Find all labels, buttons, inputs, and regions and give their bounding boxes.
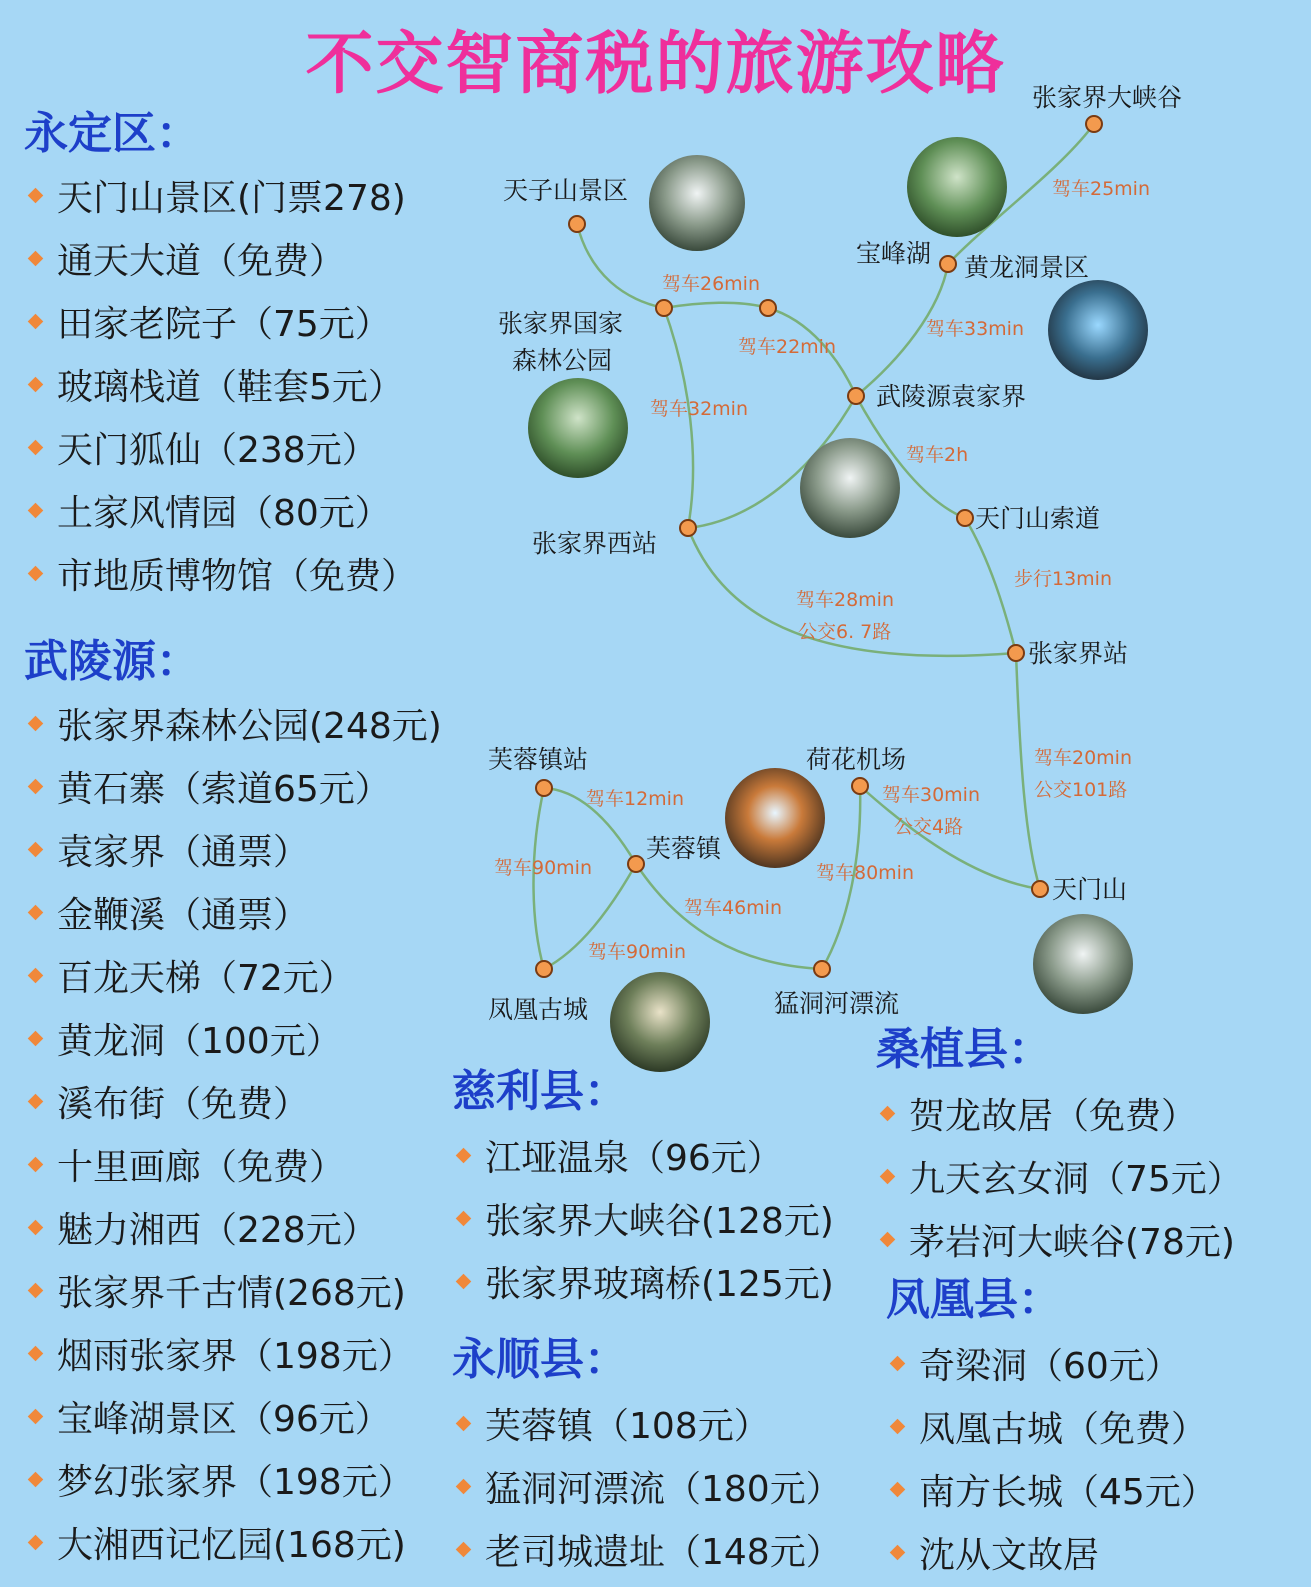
route-zjjzhan-tianmen bbox=[1016, 653, 1040, 889]
label-senlin-1: 张家界国家 bbox=[498, 309, 624, 338]
list-item: 宝峰湖景区（96元） bbox=[24, 1385, 442, 1448]
tianmen-photo bbox=[1033, 914, 1133, 1014]
edge-label: 驾车32min bbox=[650, 398, 749, 420]
list-item: 梦幻张家界（198元） bbox=[24, 1448, 442, 1511]
edge-label: 公交101路 bbox=[1034, 779, 1128, 801]
edge-labels bbox=[494, 178, 1150, 963]
page-title: 不交智商税的旅游攻略 bbox=[305, 25, 1006, 104]
list-item: 天门山景区(门票278) bbox=[24, 164, 417, 227]
list-item: 九天玄女洞（75元） bbox=[876, 1145, 1243, 1208]
edge-label: 驾车80min bbox=[816, 862, 915, 884]
route-tianzishan-senlin bbox=[577, 224, 664, 308]
tianzishan-photo bbox=[649, 155, 745, 251]
list-item: 凤凰古城（免费） bbox=[886, 1395, 1217, 1458]
edge-label: 步行13min bbox=[1014, 568, 1113, 590]
label-wulingyuan: 武陵源袁家界 bbox=[876, 382, 1027, 411]
list-item: 奇梁洞（60元） bbox=[886, 1332, 1217, 1395]
list-item: 魅力湘西（228元） bbox=[24, 1196, 442, 1259]
edge-label: 公交4路 bbox=[894, 816, 964, 838]
list-item: 贺龙故居（免费） bbox=[876, 1082, 1243, 1145]
label-furong: 芙蓉镇 bbox=[646, 834, 722, 863]
edge-label: 驾车2h bbox=[906, 444, 969, 466]
list-item: 茅岩河大峡谷(78元) bbox=[876, 1208, 1243, 1271]
list-item: 黄龙洞（100元） bbox=[24, 1007, 442, 1070]
node-xizhan bbox=[680, 520, 696, 536]
fenghuang-photo bbox=[610, 972, 710, 1072]
edge-label: 驾车25min bbox=[1052, 178, 1151, 200]
huanglong-photo bbox=[1048, 280, 1148, 380]
edge-label: 驾车12min bbox=[586, 788, 685, 810]
label-huanglong: 黄龙洞景区 bbox=[964, 253, 1090, 282]
list-item: 天门狐仙（238元） bbox=[24, 416, 417, 479]
edge-label: 驾车90min bbox=[494, 857, 593, 879]
list-item: 通天大道（免费） bbox=[24, 227, 417, 290]
list-item: 大湘西记忆园(168元) bbox=[24, 1511, 442, 1574]
route-suodao-zjjzhan bbox=[965, 518, 1016, 653]
label-zjjzhan: 张家界站 bbox=[1028, 639, 1129, 668]
section-heading: 桑植县： bbox=[876, 1024, 1052, 1075]
list-item: 百龙天梯（72元） bbox=[24, 944, 442, 1007]
edge-label: 驾车28min bbox=[796, 589, 895, 611]
node-furong bbox=[628, 856, 644, 872]
node-zjjzhan bbox=[1008, 645, 1024, 661]
list-item: 江垭温泉（96元） bbox=[452, 1124, 834, 1187]
list-item: 袁家界（通票） bbox=[24, 818, 442, 881]
node-dxg bbox=[1086, 116, 1102, 132]
label-suodao: 天门山索道 bbox=[975, 504, 1101, 533]
section-heading: 凤凰县： bbox=[886, 1274, 1062, 1325]
node-tianzishan bbox=[569, 216, 585, 232]
list-item: 猛洞河漂流（180元） bbox=[452, 1455, 842, 1518]
label-furongzhan: 芙蓉镇站 bbox=[488, 745, 589, 774]
edge-label: 驾车46min bbox=[684, 897, 783, 919]
label-senlin-2: 森林公园 bbox=[512, 346, 613, 375]
label-tianzishan: 天子山景区 bbox=[503, 176, 629, 205]
list-item: 田家老院子（75元） bbox=[24, 290, 417, 353]
section-heading: 永定区： bbox=[24, 108, 200, 159]
node-furongzhan bbox=[536, 780, 552, 796]
node-mengdong bbox=[814, 961, 830, 977]
node-fenghuang bbox=[536, 961, 552, 977]
list-item: 沈从文故居 bbox=[886, 1521, 1217, 1584]
edge-label: 驾车33min bbox=[926, 318, 1025, 340]
baofenghu-photo bbox=[907, 137, 1007, 237]
list-item: 张家界玻璃桥(125元) bbox=[452, 1250, 834, 1313]
yuanjiajie-photo bbox=[800, 438, 900, 538]
list-item: 市地质博物馆（免费） bbox=[24, 542, 417, 605]
edge-label: 驾车90min bbox=[588, 941, 687, 963]
label-xizhan: 张家界西站 bbox=[532, 529, 658, 558]
label-mengdong: 猛洞河漂流 bbox=[774, 989, 900, 1018]
list-item: 张家界森林公园(248元) bbox=[24, 692, 442, 755]
edge-label: 驾车20min bbox=[1034, 747, 1133, 769]
node-huanglong bbox=[940, 256, 956, 272]
label-dxg: 张家界大峡谷 bbox=[1032, 83, 1183, 112]
section-heading: 慈利县： bbox=[452, 1066, 628, 1117]
list-item: 玻璃栈道（鞋套5元） bbox=[24, 353, 417, 416]
list-item: 十里画廊（免费） bbox=[24, 1133, 442, 1196]
label-fenghuang: 凤凰古城 bbox=[488, 995, 589, 1024]
list-item: 老司城遗址（148元） bbox=[452, 1518, 842, 1581]
edge-label: 驾车26min bbox=[662, 273, 761, 295]
list-item: 烟雨张家界（198元） bbox=[24, 1322, 442, 1385]
route-senlin-mid bbox=[664, 303, 768, 308]
section-heading: 武陵源： bbox=[24, 636, 200, 687]
list-item: 南方长城（45元） bbox=[886, 1458, 1217, 1521]
label-hehua: 荷花机场 bbox=[806, 745, 907, 774]
node-senlin bbox=[656, 300, 672, 316]
list-item: 黄石寨（索道65元） bbox=[24, 755, 442, 818]
list-item: 金鞭溪（通票） bbox=[24, 881, 442, 944]
furong-photo bbox=[725, 768, 825, 868]
node-hehua bbox=[852, 778, 868, 794]
label-baofenghu: 宝峰湖 bbox=[856, 239, 932, 268]
node-wulingyuan bbox=[848, 388, 864, 404]
node-suodao bbox=[957, 510, 973, 526]
list-item: 芙蓉镇（108元） bbox=[452, 1392, 842, 1455]
list-item: 张家界大峡谷(128元) bbox=[452, 1187, 834, 1250]
edge-label: 驾车22min bbox=[738, 336, 837, 358]
list-item: 张家界千古情(268元) bbox=[24, 1259, 442, 1322]
label-tianmen: 天门山 bbox=[1052, 875, 1128, 904]
senlin-photo bbox=[528, 378, 628, 478]
node-tianmen bbox=[1032, 881, 1048, 897]
list-item: 土家风情园（80元） bbox=[24, 479, 417, 542]
edge-label: 公交6. 7路 bbox=[798, 621, 892, 643]
edge-label: 驾车30min bbox=[882, 784, 981, 806]
node-mid bbox=[760, 300, 776, 316]
list-item: 溪布街（免费） bbox=[24, 1070, 442, 1133]
section-heading: 永顺县： bbox=[452, 1334, 628, 1385]
